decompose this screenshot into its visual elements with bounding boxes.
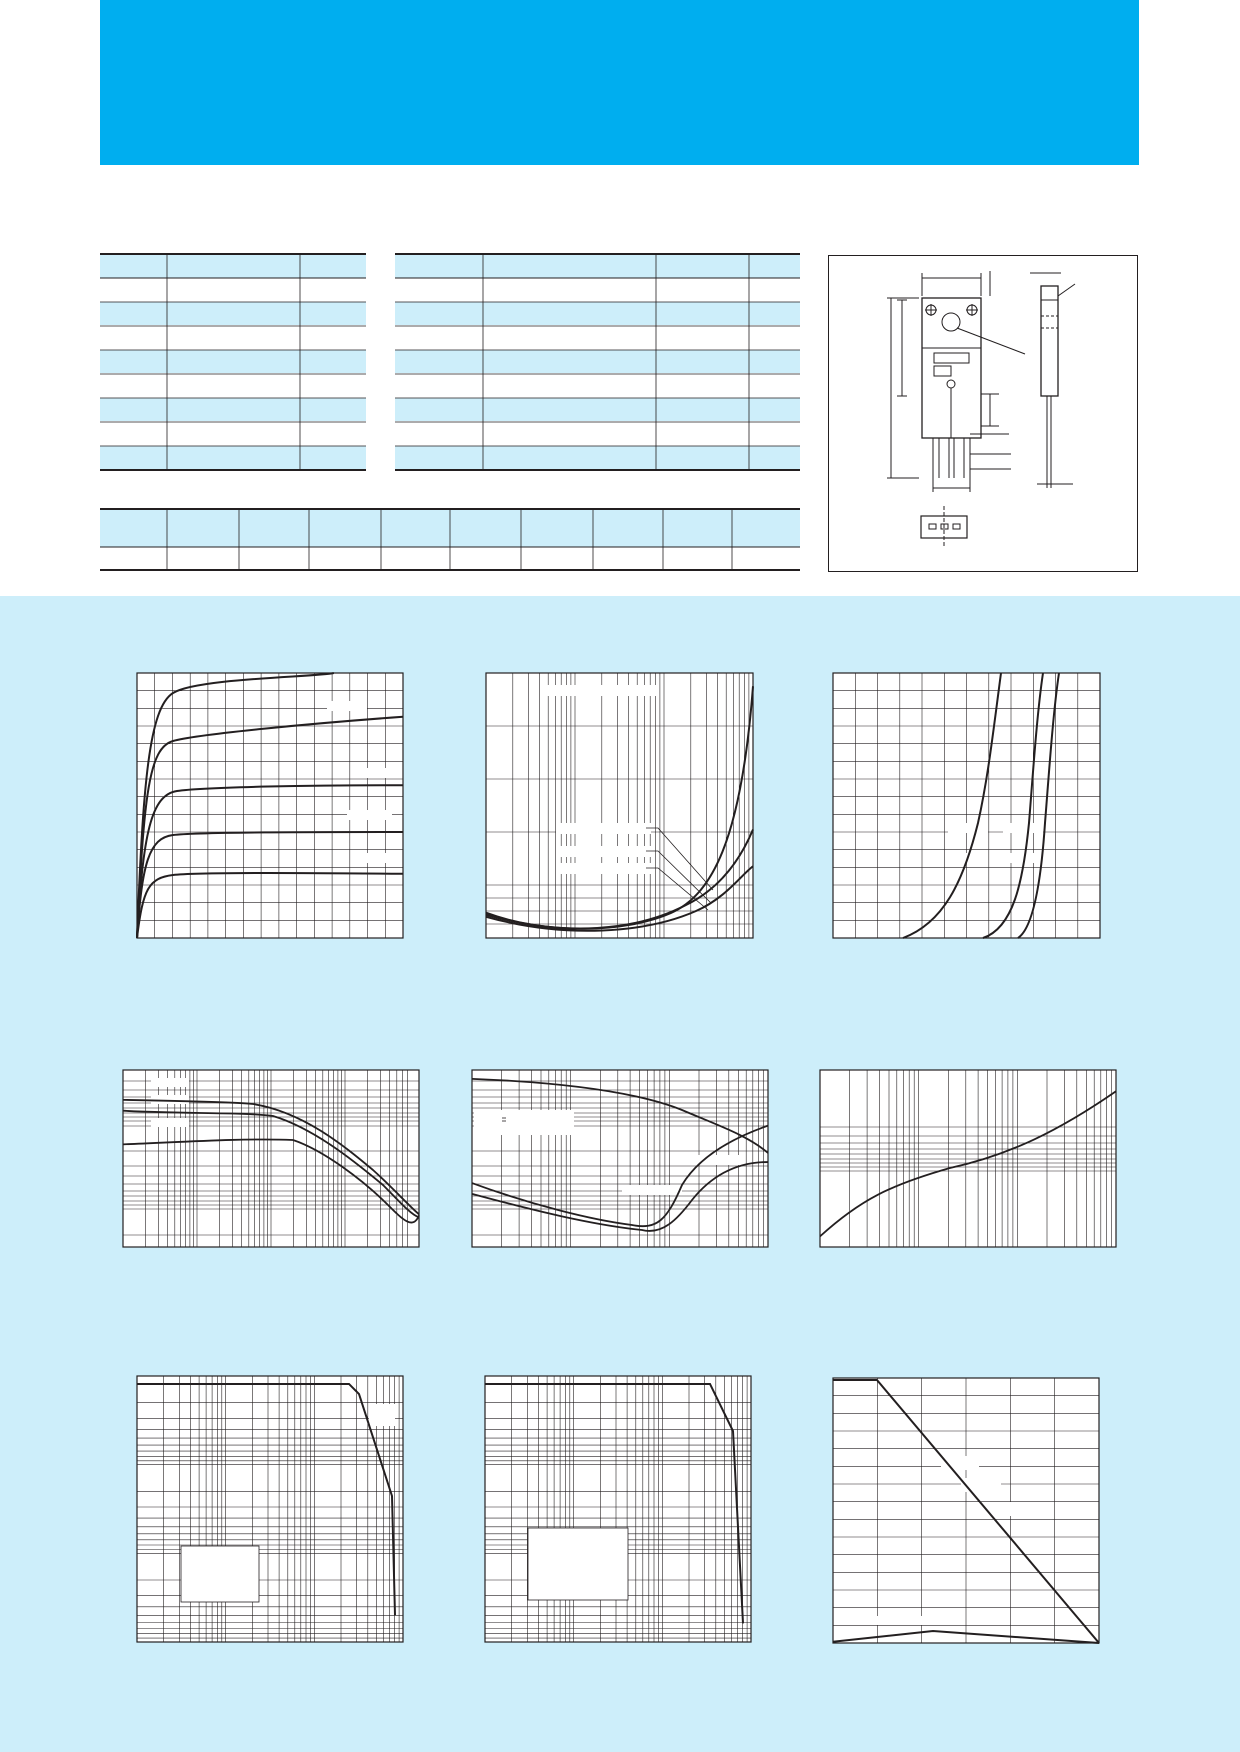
plot-3-grid [833,673,1100,938]
plot-6-frame [820,1070,1116,1247]
plot-1-series-2 [137,717,403,938]
plot-4-svg [123,1070,419,1247]
plot-2-svg [486,673,753,938]
plot-1-series-5 [137,873,403,938]
package-outline-box [828,255,1138,572]
plot-9-svg [833,1378,1099,1643]
ratings-table-grid [100,253,366,472]
plot-4 [123,1070,419,1247]
plot-7-note-box [181,1546,259,1602]
plot-5-label-masks [474,1110,742,1195]
classification-table-grid [100,508,800,572]
plot-7-series-1 [137,1384,395,1615]
plot-9 [833,1378,1099,1643]
plot-1-series-1 [137,673,334,938]
plot-1 [137,673,403,938]
plot-3-series-1 [903,673,1001,938]
plot-5-svg [472,1070,768,1247]
plot-6-svg [820,1070,1116,1247]
plot-3-svg [833,673,1100,938]
classification-table [100,508,800,572]
plot-2-series-1 [486,686,753,928]
plot-8-frame [485,1376,751,1642]
plot-7-frame [137,1376,403,1642]
characteristics-table-grid [395,253,800,472]
plot-1-grid [137,673,403,938]
plot-8-svg [485,1376,751,1642]
plot-6-grid [820,1070,1116,1247]
plot-2-curves [486,686,753,931]
plot-2-label-masks [546,685,656,874]
plot-1-svg [137,673,403,938]
plot-7-grid [137,1376,403,1642]
plot-8 [485,1376,751,1642]
plot-8-grid [485,1376,751,1642]
plot-6-series-1 [820,1091,1116,1236]
plot-7 [137,1376,403,1642]
title-banner [100,0,1139,165]
plot-3 [833,673,1100,938]
plot-2-series-2 [486,829,753,928]
characteristics-table [395,253,800,472]
plot-7-svg [137,1376,403,1642]
plot-5-series-3 [472,1162,768,1231]
plot-1-curves [137,673,403,938]
plot-4-label-masks [125,1078,189,1137]
plot-3-series-2 [983,673,1043,938]
plot-8-note-box [528,1528,628,1600]
plot-9-label-masks [839,1456,1028,1625]
plot-7-curves [137,1384,395,1615]
plot-9-grid [833,1378,1099,1643]
plot-3-curves [903,673,1059,938]
plot-2-grid [486,673,753,938]
plot-6 [820,1070,1116,1247]
ratings-table [100,253,366,472]
plot-2 [486,673,753,938]
plot-5-curves [472,1079,768,1231]
plot-1-frame [137,673,403,938]
plot-6-curves [820,1091,1116,1236]
plot-5 [472,1070,768,1247]
to-220f-package-icon [829,256,1139,573]
plot-1-label-masks [327,701,397,863]
plot-7-label-mask [369,1404,395,1426]
plot-2-series-3 [486,866,753,930]
